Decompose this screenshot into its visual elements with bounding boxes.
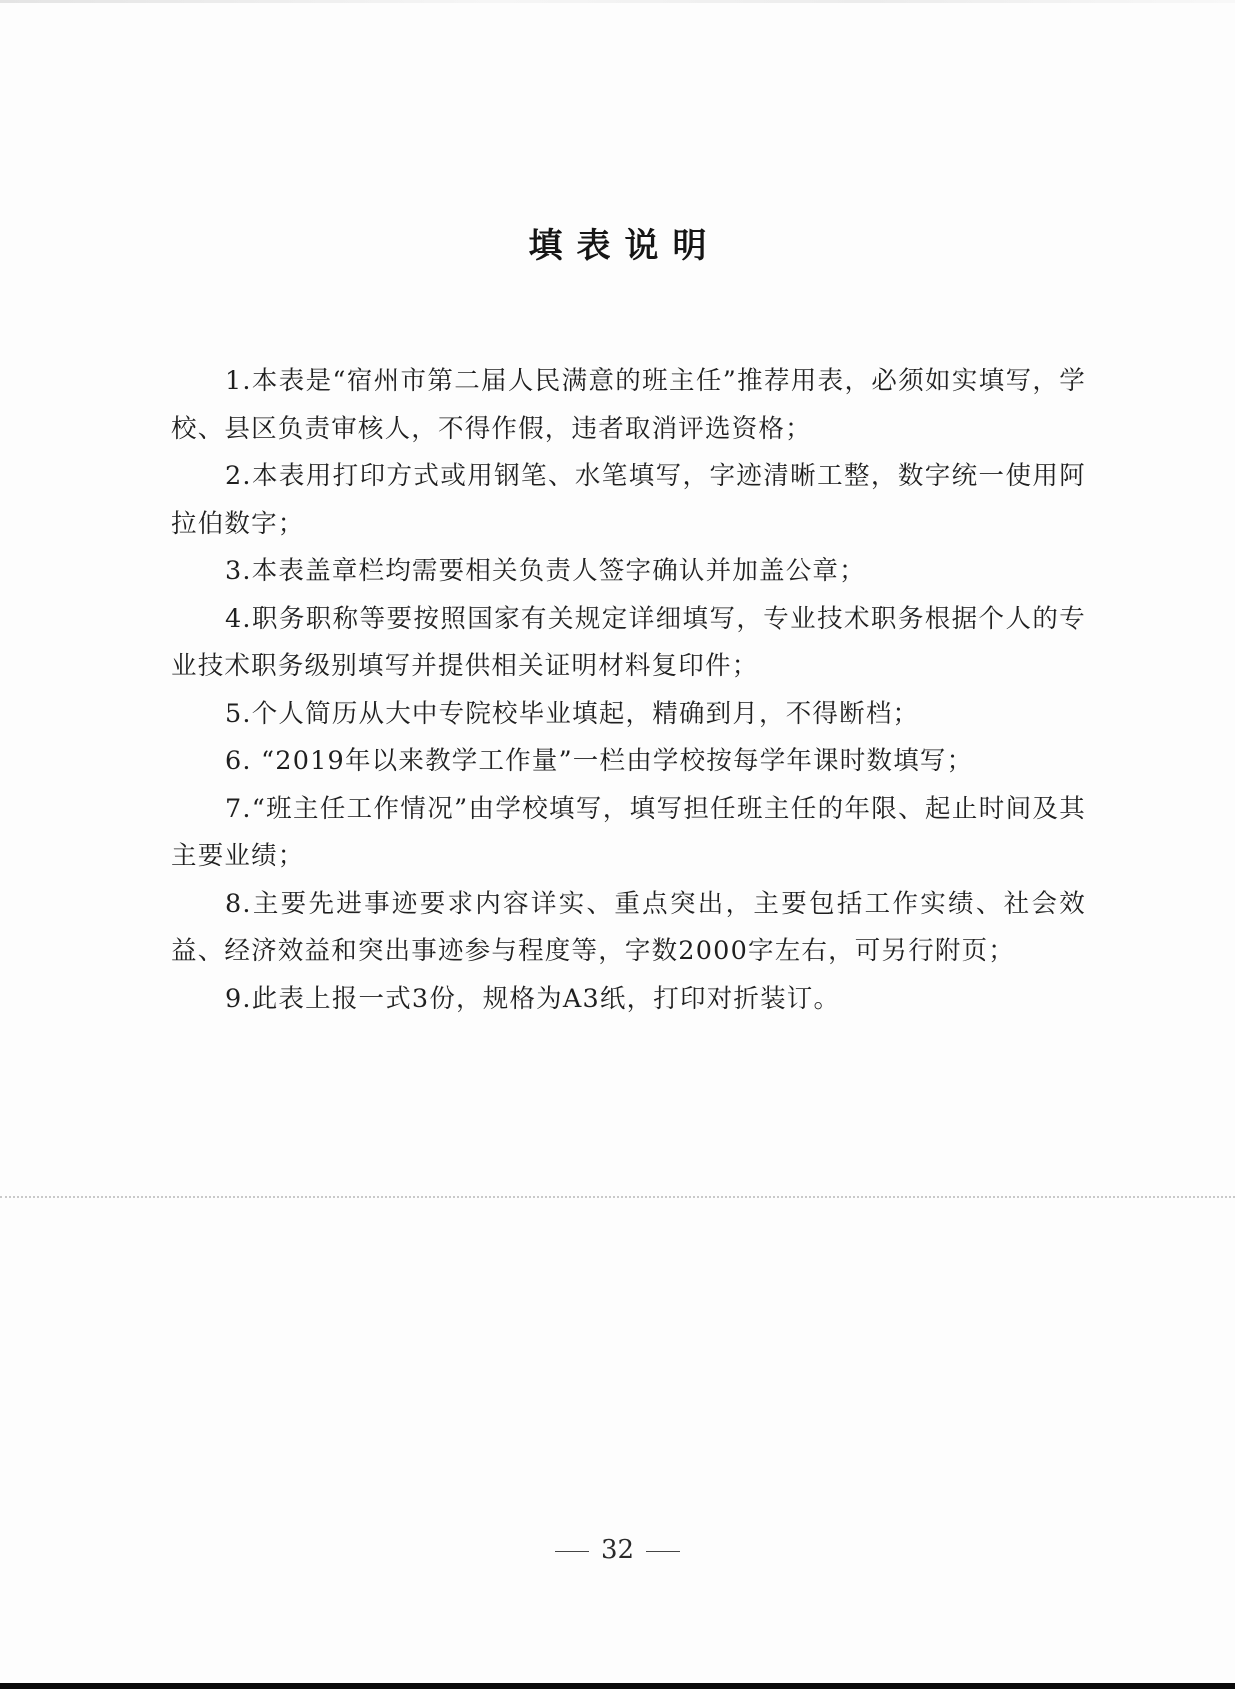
instruction-item: 6. “2019年以来教学工作量”一栏由学校按每学年课时数填写； xyxy=(225,746,974,776)
right-dash xyxy=(646,1551,680,1552)
page-number: 32 xyxy=(600,1535,635,1565)
scan-edge xyxy=(0,0,1235,3)
left-dash xyxy=(555,1551,589,1552)
instruction-item: 4.职务职称等要按照国家有关规定详细填写，专业技术职务根据个人的专业技术职务级别填写并提供相关证明材料复印件； xyxy=(171,603,1086,681)
instruction-item: 1.本表是“宿州市第二届人民满意的班主任”推荐用表，必须如实填写，学校、县区负责审核人，不得作假，违者取消评选资格； xyxy=(171,366,1086,444)
page-title: 填表说明 xyxy=(528,226,721,266)
instruction-item: 7.“班主任工作情况”由学校填写，填写担任班主任的年限、起止时间及其主要业绩； xyxy=(171,793,1086,871)
instruction-item: 5.个人简历从大中专院校毕业填起，精确到月，不得断档； xyxy=(225,698,920,729)
instruction-item: 3.本表盖章栏均需要相关负责人签字确认并加盖公章； xyxy=(225,556,866,586)
page-number-footer xyxy=(0,1535,1235,1565)
fold-line-divider xyxy=(0,1196,1235,1198)
instruction-item: 8.主要先进事迹要求内容详实、重点突出，主要包括工作实绩、社会效益、经济效益和突出事迹参与程度等，字数2000字左右，可另行附页； xyxy=(171,888,1086,966)
instruction-item: 2.本表用打印方式或用钢笔、水笔填写，字迹清晰工整，数字统一使用阿拉伯数字； xyxy=(171,461,1086,539)
scan-bottom-edge xyxy=(0,1683,1235,1689)
instruction-item: 9.此表上报一式3份，规格为A3纸，打印对折装订。 xyxy=(225,983,841,1014)
instructions-body xyxy=(171,358,1086,1023)
